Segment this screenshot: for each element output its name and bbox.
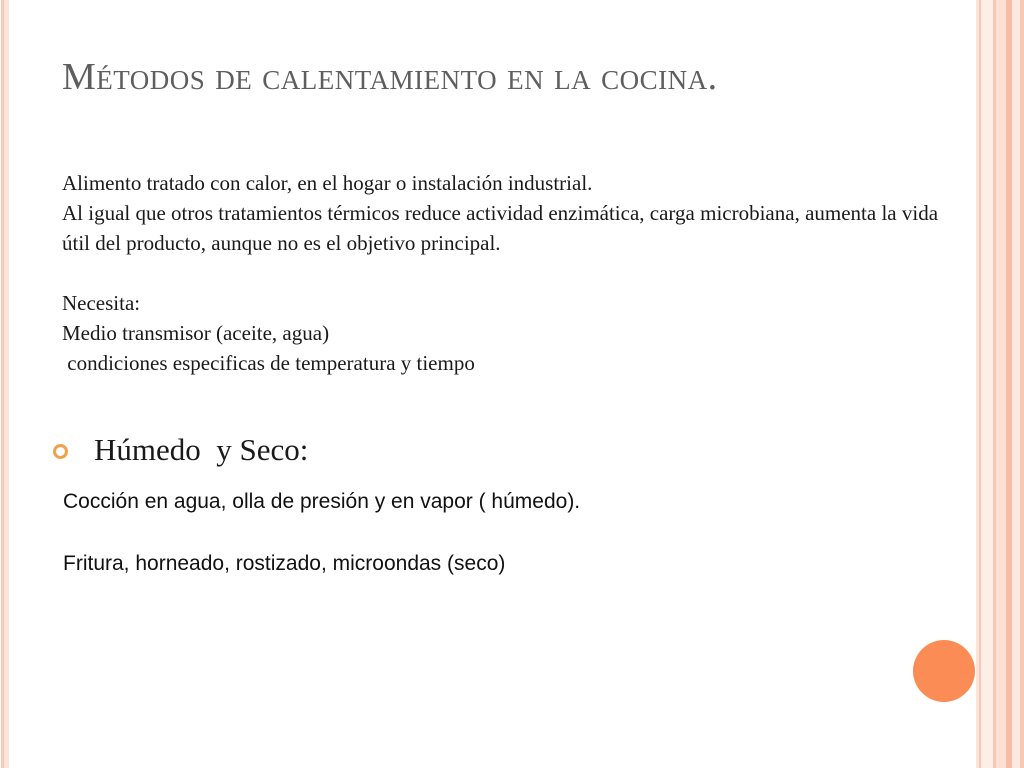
slide-title: Métodos de calentamiento en la cocina.	[62, 56, 718, 98]
intro-line-medium: Medio transmisor (aceite, agua)	[62, 321, 330, 345]
left-border-decoration	[0, 0, 9, 768]
intro-line-effects: Al igual que otros tratamientos térmicos reduce actividad enzimática, carga microbiana, aumenta la vida útil del producto, aunque no es el objetivo principal.	[62, 201, 939, 255]
detail-dry-methods: Fritura, horneado, rostizado, microondas (seco)	[63, 552, 506, 575]
paragraph-gap	[62, 258, 962, 288]
intro-line-definition: Alimento tratado con calor, en el hogar o instalación industrial.	[62, 171, 593, 195]
right-stripes-decoration	[976, 0, 1024, 768]
orange-circle-icon	[913, 640, 975, 702]
intro-line-needs: Necesita:	[62, 291, 141, 315]
intro-text-block	[62, 168, 962, 378]
bullet-item	[53, 432, 308, 468]
intro-line-conditions: condiciones especificas de temperatura y tiempo	[62, 351, 475, 375]
bullet-label: Húmedo y Seco:	[94, 432, 309, 467]
hollow-circle-bullet-icon	[53, 444, 68, 459]
detail-wet-methods: Cocción en agua, olla de presión y en vapor ( húmedo).	[63, 490, 581, 513]
